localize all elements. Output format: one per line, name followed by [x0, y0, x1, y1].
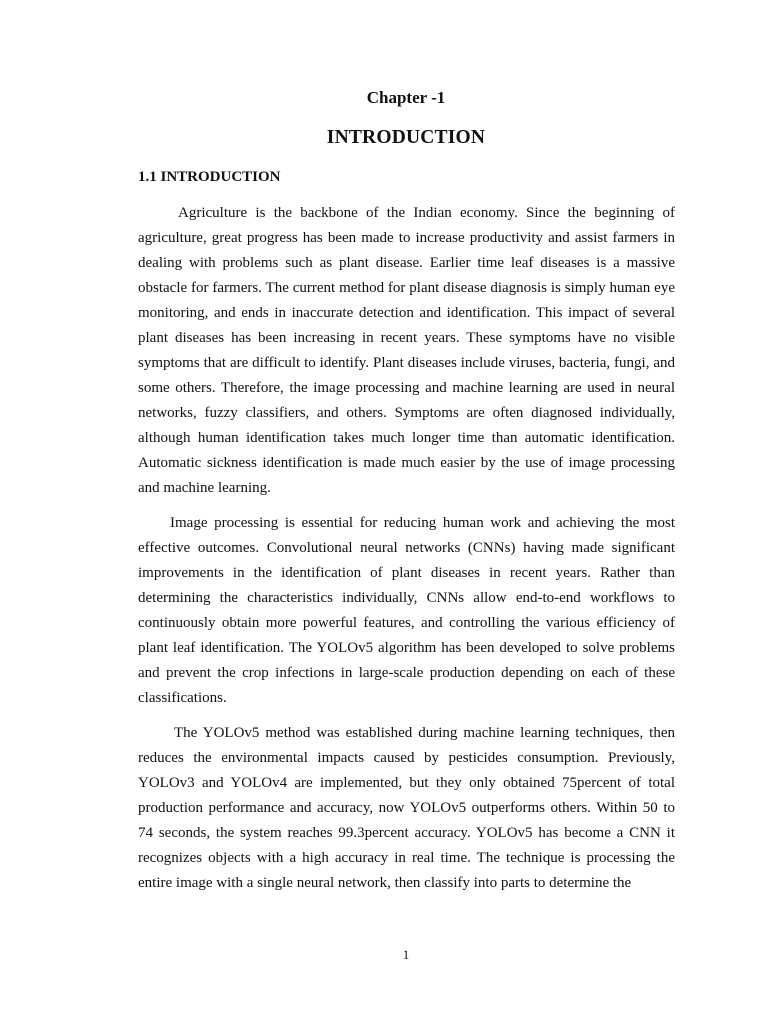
- body-text: [138, 201, 675, 906]
- chapter-title: INTRODUCTION: [326, 127, 486, 148]
- page-number: 1: [402, 947, 410, 962]
- paragraph-1: Agriculture is the backbone of the Indian economy. Since the beginning of agriculture, great progress has been made to increase productivity and assist farmers in dealing with problems such as plant disease. Earlier time leaf diseases is a massive obstacle for farmers. The current method for plant disease diagnosis is simply human eye monitoring, and ends in inaccurate detection and identification. This impact of several plant diseases has been increasing in recent years. These symptoms have no visible symptoms that are difficult to identify. Plant diseases include viruses, bacteria, fungi, and some others. Therefore, the image processing and machine learning are used in neural networks, fuzzy classifiers, and others. Symptoms are often diagnosed individually, although human identification takes much longer time than automatic identification. Automatic sickness identification is made much easier by the use of image processing and machine learning.: [138, 205, 675, 496]
- paragraph-2: Image processing is essential for reducing human work and achieving the most effective outcomes. Convolutional neural networks (CNNs) having made significant improvements in the identification of plant diseases in recent years. Rather than determining the characteristics individually, CNNs allow end-to-end workflows to continuously obtain more powerful features, and controlling the various efficiency of plant leaf identification. The YOLOv5 algorithm has been developed to solve problems and prevent the crop infections in large-scale production depending on each of these classifications.: [138, 515, 675, 706]
- section-heading: 1.1 INTRODUCTION: [138, 169, 281, 185]
- paragraph-3: The YOLOv5 method was established during machine learning techniques, then reduces the environmental impacts caused by pesticides consumption. Previously, YOLOv3 and YOLOv4 are implemented, but they only obtained 75percent of total production performance and accuracy, now YOLOv5 outperforms others. Within 50 to 74 seconds, the system reaches 99.3percent accuracy. YOLOv5 has become a CNN it recognizes objects with a high accuracy in real time. The technique is processing the entire image with a single neural network, then classify into parts to determine the: [138, 725, 675, 891]
- chapter-label: Chapter -1: [366, 88, 446, 107]
